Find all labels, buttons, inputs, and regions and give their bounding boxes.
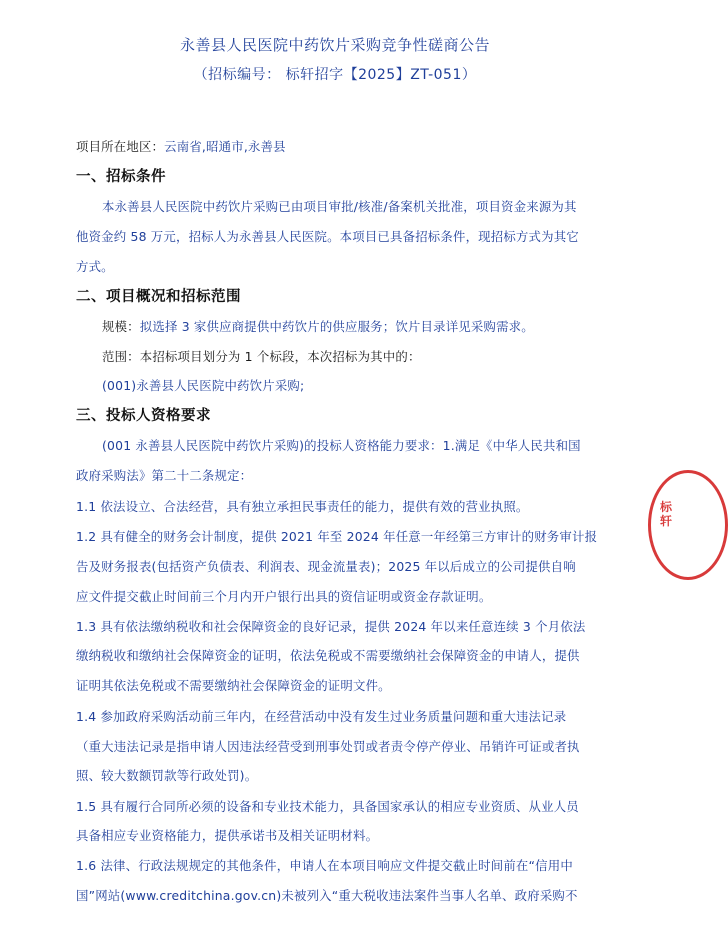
requirement-1-1: 1.1 依法设立、合法经营，具有独立承担民事责任的能力，提供有效的营业执照。	[76, 499, 529, 514]
paragraph-line: 本永善县人民医院中药饮片采购已由项目审批/核准/备案机关批准，项目资金来源为其	[102, 199, 577, 214]
section-heading-3: 三、投标人资格要求	[76, 408, 211, 424]
scale-label: 规模：	[102, 319, 140, 334]
scale-text: 拟选择 3 家供应商提供中药饮片的供应服务；饮片目录详见采购需求。	[139, 319, 534, 334]
paragraph-line: 告及财务报表(包括资产负债表、利润表、现金流量表)；2025 年以后成立的公司提供自响	[76, 559, 576, 574]
page-title: 永善县人民医院中药饮片采购竞争性磋商公告	[179, 36, 490, 54]
requirement-1-2: 1.2 具有健全的财务会计制度，提供 2021 年至 2024 年任意一年经第三方审计的财务审计报	[76, 529, 598, 544]
section-heading-1: 一、招标条件	[76, 169, 166, 185]
requirement-1-6: 1.6 法律、行政法规规定的其他条件，申请人在本项目响应文件提交截止时间前在“信用中	[76, 858, 573, 873]
scope-line: 范围：本招标项目划分为 1 个标段，本次招标为其中的：	[102, 349, 421, 364]
paragraph-line: （重大违法记录是指申请人因违法经营受到刑事处罚或者责令停产停业、吊销许可证或者执	[76, 739, 580, 754]
paragraph-line: 方式。	[76, 259, 114, 274]
paragraph-line: 国”网站(www.creditchina.gov.cn)未被列入“重大税收违法案件当事人名单、政府采购不	[76, 888, 578, 903]
paragraph-line: 缴纳税收和缴纳社会保障资金的证明，依法免税或不需要缴纳社会保障资金的申请人，提供	[76, 648, 580, 663]
paragraph-line: 政府采购法》第二十二条规定：	[76, 468, 253, 483]
paragraph-line: 具备相应专业资格能力，提供承诺书及相关证明材料。	[76, 828, 379, 843]
location-value: 云南省,昭通市,永善县	[164, 139, 286, 154]
paragraph-line: 证明其依法免税或不需要缴纳社会保障资金的证明文件。	[76, 678, 391, 693]
section-heading-2: 二、项目概况和招标范围	[76, 289, 241, 305]
paragraph-line: 应文件提交截止时间前三个月内开户银行出具的资信证明或资金存款证明。	[76, 589, 492, 604]
requirement-1-4: 1.4 参加政府采购活动前三年内，在经营活动中没有发生过业务质量问题和重大违法记录	[76, 709, 567, 724]
requirement-1-5: 1.5 具有履行合同所必须的设备和专业技术能力，具备国家承认的相应专业资质、从业人员	[76, 799, 579, 814]
seal-text: 标轩	[660, 500, 673, 528]
lot-line: (001)永善县人民医院中药饮片采购;	[102, 378, 305, 393]
requirement-1-3: 1.3 具有依法缴纳税收和社会保障资金的良好记录，提供 2024 年以来任意连续 3 个月依法	[76, 619, 586, 634]
tender-number: （招标编号： 标轩招字【2025】ZT-051）	[193, 67, 477, 83]
scale-line	[102, 317, 534, 335]
paragraph-line: 照、较大数额罚款等行政处罚)。	[76, 768, 258, 783]
paragraph-line: 他资金约 58 万元，招标人为永善县人民医院。本项目已具备招标条件，现招标方式为其它	[76, 229, 579, 244]
location-label: 项目所在地区：	[76, 139, 165, 154]
paragraph-line: (001 永善县人民医院中药饮片采购)的投标人资格能力要求：1.满足《中华人民共和国	[102, 438, 581, 453]
project-location	[76, 137, 286, 155]
